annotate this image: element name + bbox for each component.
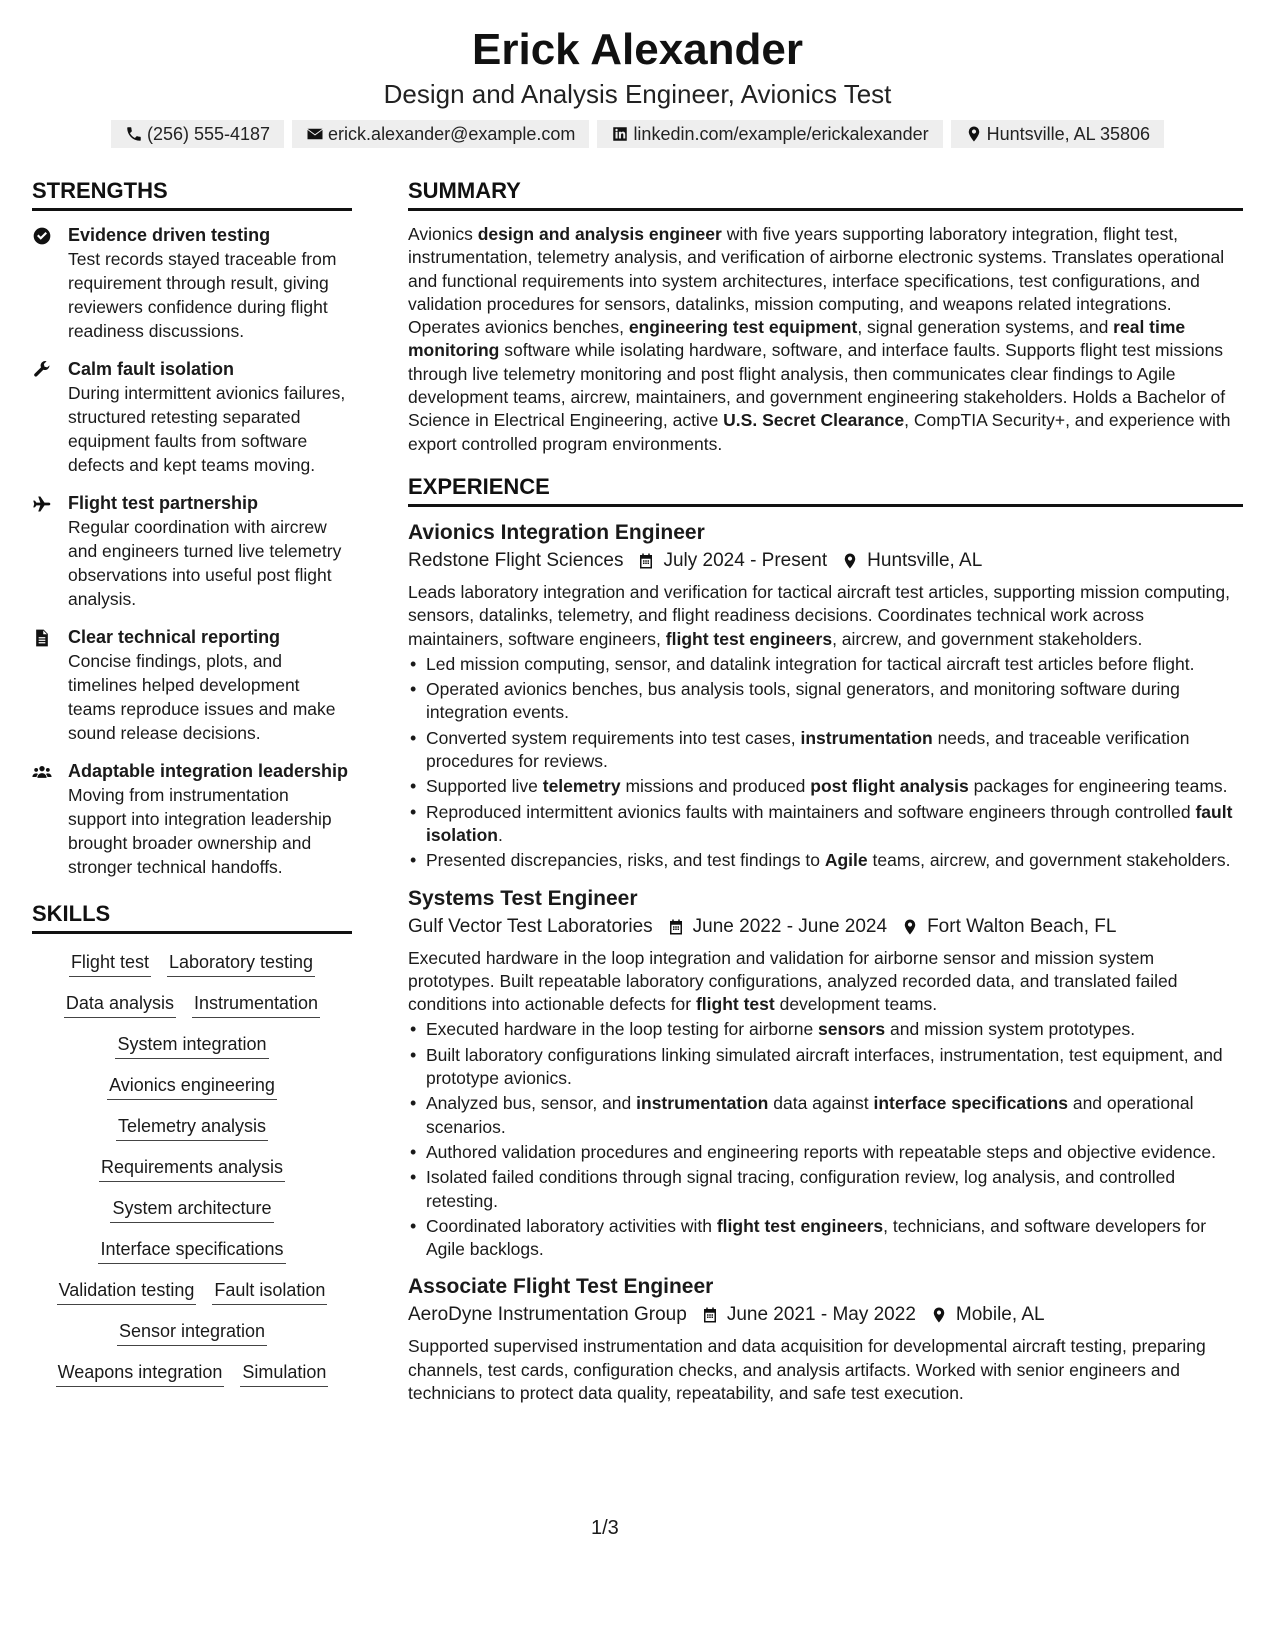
skills-list <box>32 946 352 1391</box>
strength-item <box>32 223 352 343</box>
right-column <box>408 176 1243 1407</box>
job-title: Avionics Integration Engineer <box>408 520 705 544</box>
calendar-icon <box>667 918 685 936</box>
wrench-icon <box>32 360 52 380</box>
job-meta <box>408 547 1243 575</box>
resume-header <box>0 0 1275 148</box>
skill-tag: Fault isolation <box>212 1278 327 1305</box>
check-circle-icon <box>32 226 52 246</box>
linkedin-text: linkedin.com/example/erickalexander <box>633 124 929 144</box>
strength-title: Flight test partnership <box>68 493 259 513</box>
summary-text: Avionics design and analysis engineer with five years supporting laboratory integration, flight test, instrumentation, telemetry analysis, and verification of airborne electronic systems. Translates operational and functional requirements into system architectures, interface specifications, test configurations, and validation procedures for sensors, datalinks, mission computing, and weapons related integrations. Operates avionics benches, engineering test equipment, signal generation systems, and real time monitoring software while isolating hardware, software, and interface faults. Supports flight test missions through live telemetry monitoring and post flight analysis, then communicates clear findings to Agile development teams, aircrew, maintainers, and government engineering stakeholders. Holds a Bachelor of Science in Electrical Engineering, active U.S. Secret Clearance, CompTIA Security+, and experience with export controlled program environments. <box>408 224 1231 454</box>
summary-heading: SUMMARY <box>408 176 1243 211</box>
page-number: 1/3 <box>591 1517 619 1539</box>
strength-title: Evidence driven testing <box>68 225 271 245</box>
skill-tag: Sensor integration <box>117 1319 267 1346</box>
job-dates: July 2024 - Present <box>663 549 828 571</box>
skill-tag: Flight test <box>69 950 151 977</box>
contact-location <box>951 120 1164 148</box>
plane-icon <box>32 494 52 514</box>
strength-text: Regular coordination with aircrew and engineers turned live telemetry observations into useful post flight analysis. <box>68 517 342 609</box>
job-location: Mobile, AL <box>955 1304 1045 1326</box>
list-item: • Supported live telemetry missions and produced post flight analysis packages for engineering teams. <box>408 775 1243 798</box>
list-item: • Executed hardware in the loop testing for airborne sensors and mission system prototypes. <box>408 1018 1243 1041</box>
contact-bar <box>0 120 1275 148</box>
strength-text: Concise findings, plots, and timelines helped development teams reproduce issues and make sound release decisions. <box>68 651 336 743</box>
strength-item <box>32 357 352 477</box>
contact-email[interactable] <box>292 120 589 148</box>
job-location: Huntsville, AL <box>867 549 983 571</box>
job-location: Fort Walton Beach, FL <box>927 915 1117 937</box>
list-item: • Coordinated laboratory activities with flight test engineers, technicians, and software developers for Agile backlogs. <box>408 1215 1243 1262</box>
strength-title: Adaptable integration leadership <box>68 761 349 781</box>
calendar-icon <box>701 1306 719 1324</box>
strength-text: Test records stayed traceable from requirement through result, giving reviewers confidence during flight readiness discussions. <box>68 249 337 341</box>
strength-text: During intermittent avionics failures, structured retesting separated equipment faults from software defects and kept teams moving. <box>68 383 346 475</box>
list-item: • Built laboratory configurations linking simulated aircraft interfaces, instrumentation, test equipment, and prototype avionics. <box>408 1044 1243 1091</box>
skill-tag: Requirements analysis <box>99 1155 285 1182</box>
skill-tag: Validation testing <box>57 1278 197 1305</box>
job-dates: June 2021 - May 2022 <box>726 1304 916 1326</box>
envelope-icon <box>306 125 324 143</box>
strength-title: Calm fault isolation <box>68 359 235 379</box>
strength-item <box>32 625 352 745</box>
phone-icon <box>125 125 143 143</box>
job-bullets <box>408 1018 1243 1261</box>
job-title: Systems Test Engineer <box>408 886 638 910</box>
skills-heading: SKILLS <box>32 899 352 934</box>
skill-tag: System architecture <box>110 1196 273 1223</box>
strengths-heading: STRENGTHS <box>32 176 352 211</box>
strength-title: Clear technical reporting <box>68 627 281 647</box>
map-pin-icon <box>930 1306 948 1324</box>
map-pin-icon <box>965 125 983 143</box>
job-bullets <box>408 653 1243 873</box>
strength-item <box>32 491 352 611</box>
skill-tag: Laboratory testing <box>167 950 315 977</box>
job-entry <box>408 885 1243 1262</box>
skill-tag: Data analysis <box>64 991 176 1018</box>
document-icon <box>32 628 52 648</box>
list-item: • Operated avionics benches, bus analysis tools, signal generators, and monitoring software during integration events. <box>408 678 1243 725</box>
list-item: • Isolated failed conditions through signal tracing, configuration review, log analysis, and controlled retesting. <box>408 1166 1243 1213</box>
email-text: erick.alexander@example.com <box>328 124 576 144</box>
skill-tag: System integration <box>115 1032 268 1059</box>
experience-heading: EXPERIENCE <box>408 472 1243 507</box>
skill-tag: Instrumentation <box>192 991 320 1018</box>
job-entry <box>408 1273 1243 1405</box>
contact-phone[interactable] <box>111 120 284 148</box>
location-text: Huntsville, AL 35806 <box>986 124 1151 144</box>
list-item: • Presented discrepancies, risks, and test findings to Agile teams, aircrew, and government stakeholders. <box>408 849 1243 872</box>
contact-linkedin[interactable] <box>597 120 942 148</box>
company-name: Gulf Vector Test Laboratories <box>408 915 653 937</box>
job-description: Executed hardware in the loop integration and validation for airborne sensor and mission system prototypes. Built repeatable laboratory configurations, analyzed recorded data, and translated failed conditions into actionable defects for flight test development teams. <box>408 947 1178 1015</box>
calendar-icon <box>637 552 655 570</box>
candidate-title: Design and Analysis Engineer, Avionics Test <box>383 79 892 109</box>
map-pin-icon <box>901 918 919 936</box>
candidate-name: Erick Alexander <box>472 25 803 74</box>
list-item: • Analyzed bus, sensor, and instrumentation data against interface specifications and operational scenarios. <box>408 1092 1243 1139</box>
skill-tag: Weapons integration <box>56 1360 225 1387</box>
linkedin-icon <box>611 125 629 143</box>
skill-tag: Avionics engineering <box>107 1073 277 1100</box>
job-description: Leads laboratory integration and verification for tactical aircraft test articles, supporting mission computing, sensors, datalinks, telemetry, and flight readiness decisions. Coordinates technical work across maintainers, software engineers, flight test engineers, aircrew, and government stakeholders. <box>408 581 1230 649</box>
skill-tag: Telemetry analysis <box>116 1114 268 1141</box>
company-name: AeroDyne Instrumentation Group <box>408 1304 687 1326</box>
job-description: Supported supervised instrumentation and data acquisition for developmental aircraft testing, preparing channels, test cards, configuration checks, and analysis artifacts. Worked with senior engineers and technicians to protect data quality, repeatability, and safe test execution. <box>408 1336 1206 1403</box>
skill-tag: Simulation <box>240 1360 328 1387</box>
phone-text: (256) 555-4187 <box>146 124 271 144</box>
skill-tag: Interface specifications <box>98 1237 285 1264</box>
job-meta <box>408 913 1243 941</box>
list-item: • Reproduced intermittent avionics faults with maintainers and software engineers through controlled fault isolation. <box>408 801 1243 848</box>
strength-text: Moving from instrumentation support into integration leadership brought broader ownership and stronger technical handoffs. <box>68 785 332 877</box>
job-title: Associate Flight Test Engineer <box>408 1275 714 1299</box>
company-name: Redstone Flight Sciences <box>408 549 624 571</box>
users-icon <box>32 762 52 782</box>
job-dates: June 2022 - June 2024 <box>692 915 888 937</box>
list-item: • Converted system requirements into test cases, instrumentation needs, and traceable verification procedures for reviews. <box>408 727 1243 774</box>
left-column <box>32 176 352 1407</box>
list-item: • Authored validation procedures and engineering reports with repeatable steps and objective evidence. <box>408 1141 1243 1164</box>
list-item: • Led mission computing, sensor, and datalink integration for tactical aircraft test articles before flight. <box>408 653 1243 676</box>
map-pin-icon <box>841 552 859 570</box>
strength-item <box>32 759 352 879</box>
job-meta <box>408 1301 1243 1329</box>
job-entry <box>408 519 1243 873</box>
